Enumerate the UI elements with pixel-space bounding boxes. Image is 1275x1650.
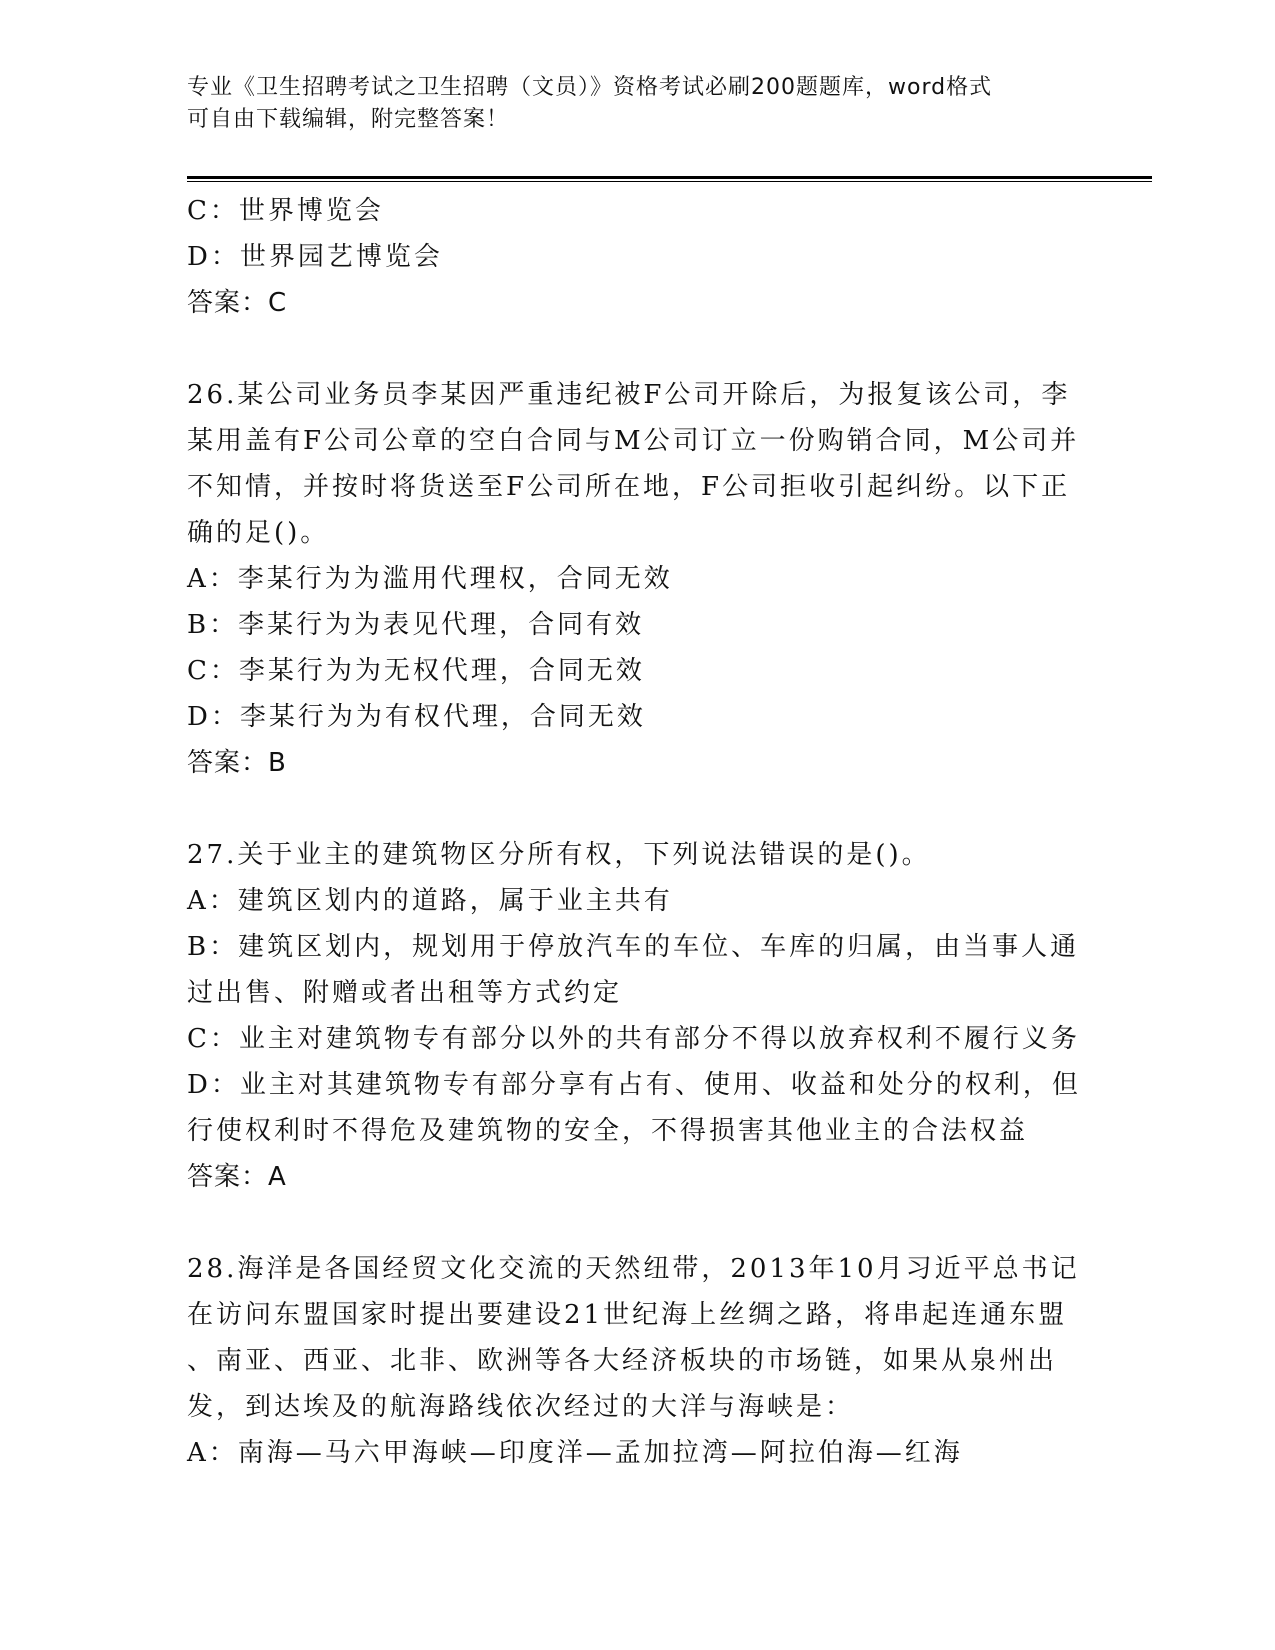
answer-line: 答案：B: [187, 748, 287, 778]
header-divider-thick: [187, 176, 1152, 179]
option-b: B：建筑区划内，规划用于停放汽车的车位、车库的归属，由当事人通: [187, 932, 1080, 962]
question-stem: 27.关于业主的建筑物区分所有权，下列说法错误的是()。: [187, 840, 931, 870]
question-26: [187, 372, 1087, 786]
option-c: C：世界博览会: [187, 196, 384, 226]
document-body: [187, 188, 1087, 1476]
option-a: A：李某行为为滥用代理权，合同无效: [187, 564, 673, 594]
option-c: C：业主对建筑物专有部分以外的共有部分不得以放弃权利不履行义务: [187, 1024, 1080, 1054]
question-stem: 不知情，并按时将货送至F公司所在地，F公司拒收引起纠纷。以下正: [187, 472, 1071, 502]
question-27: [187, 832, 1087, 1200]
option-c: C：李某行为为无权代理，合同无效: [187, 656, 645, 686]
question-stem: 26.某公司业务员李某因严重违纪被F公司开除后，为报复该公司，李: [187, 380, 1071, 410]
question-stem: 确的足()。: [187, 518, 330, 548]
question-stem: 在访问东盟国家时提出要建设21世纪海上丝绸之路，将串起连通东盟: [187, 1300, 1068, 1330]
header-line-2: 可自由下载编辑，附完整答案！: [187, 107, 510, 132]
spacer: [187, 1200, 1087, 1246]
spacer: [187, 786, 1087, 832]
option-b-continued: 过出售、附赠或者出租等方式约定: [187, 978, 623, 1008]
question-25-continuation: [187, 188, 1087, 326]
question-stem: 发，到达埃及的航海路线依次经过的大洋与海峡是：: [187, 1392, 855, 1422]
answer-line: 答案：C: [187, 288, 288, 318]
document-header: [187, 72, 1067, 136]
option-d-continued: 行使权利时不得危及建筑物的安全，不得损害其他业主的合法权益: [187, 1116, 1029, 1146]
header-divider-thin: [187, 181, 1152, 182]
option-a: A：建筑区划内的道路，属于业主共有: [187, 886, 673, 916]
option-d: D：李某行为为有权代理，合同无效: [187, 702, 646, 732]
option-d: D：业主对其建筑物专有部分享有占有、使用、收益和处分的权利，但: [187, 1070, 1081, 1100]
spacer: [187, 326, 1087, 372]
question-28: [187, 1246, 1087, 1476]
question-stem: 、南亚、西亚、北非、欧洲等各大经济板块的市场链，如果从泉州出: [187, 1346, 1058, 1376]
option-d: D：世界园艺博览会: [187, 242, 443, 272]
option-a: A：南海—马六甲海峡—印度洋—孟加拉湾—阿拉伯海—红海: [187, 1438, 963, 1468]
answer-line: 答案：A: [187, 1162, 287, 1192]
header-line-1: 专业《卫生招聘考试之卫生招聘（文员）》资格考试必刷200题题库，word格式: [187, 75, 993, 100]
question-stem: 28.海洋是各国经贸文化交流的天然纽带，2013年10月习近平总书记: [187, 1254, 1080, 1284]
option-b: B：李某行为为表见代理，合同有效: [187, 610, 645, 640]
question-stem: 某用盖有F公司公章的空白合同与M公司订立一份购销合同，M公司并: [187, 426, 1080, 456]
